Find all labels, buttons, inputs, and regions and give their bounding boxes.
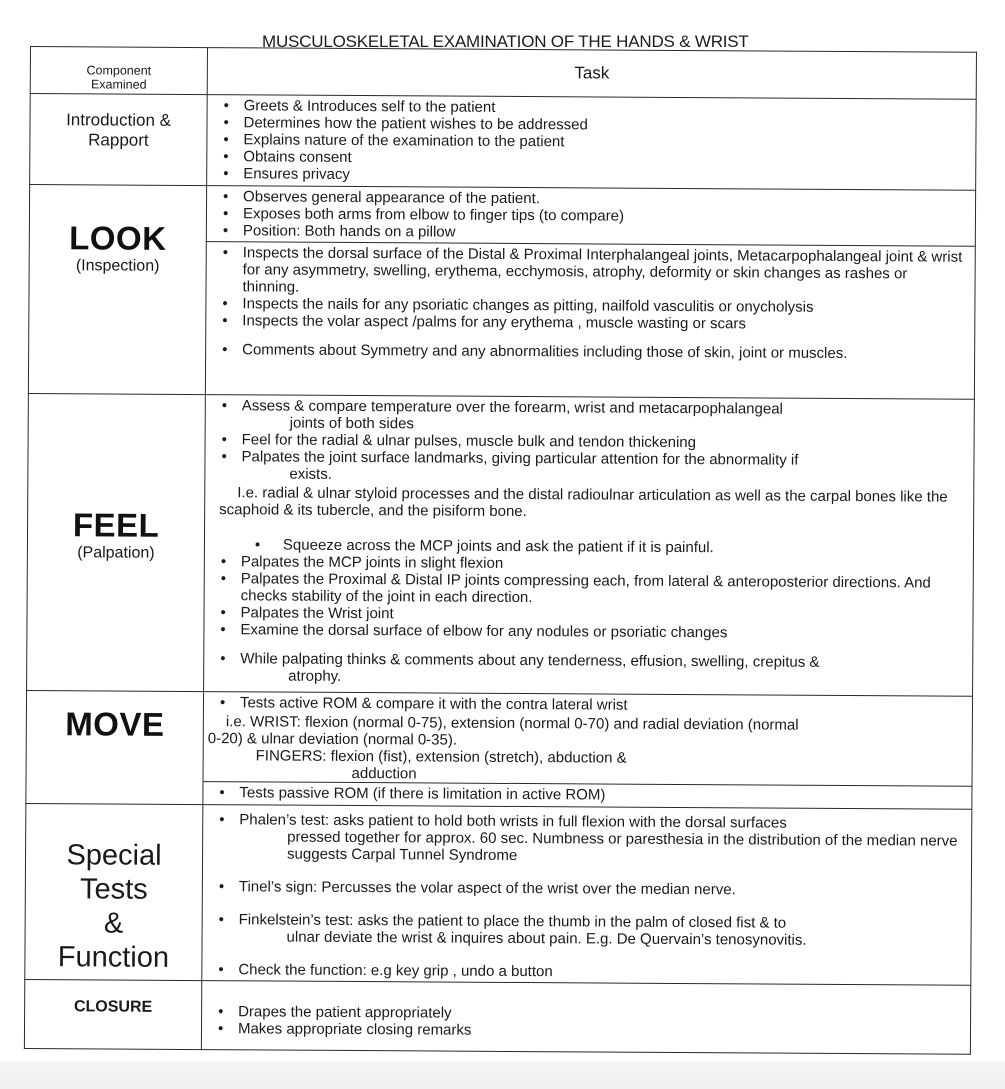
tasks-move-active xyxy=(203,692,973,787)
task-item xyxy=(218,650,964,689)
task-text-cont: joints of both sides xyxy=(289,414,415,433)
task-item: • Comments about Symmetry and any abnormalities including those of skin, joint or muscles. xyxy=(220,341,966,363)
task-text-cont: pressed together for approx. 60 sec. Numbness or paresthesia in the distribution of the median nerve suggests Carpal Tunnel Syndrome xyxy=(287,828,958,864)
task-item: • Palpates the Proximal & Distal IP joints compressing each, from lateral & anteroposterior directions. And checks stability of the joint in each direction. xyxy=(219,570,965,609)
exam-table xyxy=(24,46,977,1055)
task-text: While palpating thinks & comments about any tenderness, effusion, swelling, crepitus & xyxy=(240,650,820,671)
row-move-active xyxy=(26,690,973,786)
task-item xyxy=(219,448,965,487)
header-task: Task xyxy=(207,48,976,100)
task-text-cont: atrophy. xyxy=(288,667,342,685)
task-item: • Greets & Introduces self to the patient xyxy=(222,97,968,119)
task-function: • Check the function: e.g key grip , undo a button xyxy=(216,961,962,983)
row-special-tests xyxy=(25,803,972,985)
fingers-rom-note-cont: adduction xyxy=(351,764,417,783)
task-item: • Position: Both hands on a pillow xyxy=(221,222,967,244)
task-tinel: • Tinel’s sign: Percusses the volar aspect of the wrist over the median nerve. xyxy=(217,878,963,900)
component-closure xyxy=(24,979,201,1049)
component-label-line1: Introduction & xyxy=(66,110,172,130)
component-label-line4: Function xyxy=(57,941,170,974)
row-introduction xyxy=(30,94,977,191)
component-feel xyxy=(27,393,206,691)
task-note: I.e. radial & ulnar styloid processes and the distal radioulnar articulation as well as the carpal bones like the scaphoid & its tubercle, and the pisiform bone. xyxy=(219,484,948,521)
task-item: • Examine the dorsal surface of elbow for any nodules or psoriatic changes xyxy=(218,621,964,643)
task-item xyxy=(220,397,966,436)
component-label: LOOK xyxy=(69,219,167,257)
wrist-rom-note-cont: 0-20) & ulnar deviation (normal 0-35). xyxy=(207,730,458,749)
tasks-look-inspection xyxy=(205,242,975,400)
component-label: MOVE xyxy=(65,705,165,743)
component-look xyxy=(28,185,206,395)
task-item: • Makes appropriate closing remarks xyxy=(216,1020,962,1042)
task-text: Finkelstein’s test: asks the patient to place the thumb in the palm of closed fist & to xyxy=(238,911,787,932)
component-move xyxy=(26,690,204,804)
tasks-look-general xyxy=(206,186,975,247)
component-special-tests xyxy=(25,803,203,980)
tasks-introduction xyxy=(207,95,977,191)
component-subtitle: (Inspection) xyxy=(75,257,160,275)
header-row xyxy=(30,47,976,100)
task-item: • Tests active ROM & compare it with the contra lateral wrist xyxy=(218,694,964,716)
task-finkelstein xyxy=(217,911,963,950)
header-component xyxy=(30,47,207,95)
task-item: • Exposes both arms from elbow to finger tips (to compare) xyxy=(221,205,967,227)
task-text: Palpates the joint surface landmarks, giving particular attention for the abnormality if xyxy=(241,448,799,469)
task-item: • Ensures privacy xyxy=(221,165,967,187)
scan-margin xyxy=(0,1061,1005,1089)
exam-sheet xyxy=(24,46,976,1055)
row-feel xyxy=(27,393,975,696)
component-label: FEEL xyxy=(72,506,160,544)
component-label-line1: Special xyxy=(66,839,162,872)
task-item: • Palpates the MCP joints in slight flexion xyxy=(219,553,965,575)
task-text-cont: exists. xyxy=(289,465,332,483)
task-item: • Determines how the patient wishes to be addressed xyxy=(221,114,967,136)
document-title: MUSCULOSKELETAL EXAMINATION OF THE HANDS & WRIST xyxy=(262,32,749,51)
tasks-closure xyxy=(201,981,970,1055)
row-closure xyxy=(24,979,970,1054)
fingers-rom-note: FINGERS: flexion (fist), extension (stretch), abduction & xyxy=(255,747,627,767)
component-label: CLOSURE xyxy=(73,998,153,1016)
row-look-a xyxy=(29,185,975,247)
task-item: • Palpates the Wrist joint xyxy=(218,604,964,626)
task-text-cont: ulnar deviate the wrist & inquires about pain. E.g. De Quervain’s tenosynovitis. xyxy=(286,928,807,949)
tasks-feel xyxy=(204,395,975,697)
task-item: • Inspects the dorsal surface of the Distal & Proximal Interphalangeal joints, Metacarpophalangeal joint & wrist for any asymmetry, swelling, erythema, ecchymosis, atrophy, deformity or skin changes as rashes or thinning. xyxy=(220,244,966,300)
task-item: • Explains nature of the examination to the patient xyxy=(221,131,967,153)
task-phalen xyxy=(217,811,963,867)
component-label xyxy=(30,94,206,151)
component-subtitle: (Palpation) xyxy=(77,544,155,562)
task-item: • Observes general appearance of the patient. xyxy=(221,188,967,210)
header-component-line1: Component xyxy=(86,63,152,78)
task-item: • Inspects the volar aspect /palms for any erythema , muscle wasting or scars xyxy=(220,312,966,334)
component-label-line3: & xyxy=(103,907,124,940)
tasks-special-tests xyxy=(202,805,972,986)
component-label xyxy=(25,804,202,975)
component-label-line2: Rapport xyxy=(88,130,149,150)
task-item: • Tests passive ROM (if there is limitation in active ROM) xyxy=(217,784,963,806)
task-text: Phalen’s test: asks patient to hold both wrists in full flexion with the dorsal surfaces xyxy=(239,811,787,832)
task-item: • Obtains consent xyxy=(221,148,967,170)
task-item: • Drapes the patient appropriately xyxy=(216,1003,962,1025)
task-item: • Squeeze across the MCP joints and ask the patient if it is painful. xyxy=(219,536,965,558)
component-introduction xyxy=(30,94,208,186)
header-component-line2: Examined xyxy=(90,77,147,92)
component-label-line2: Tests xyxy=(79,873,148,906)
task-item: • Feel for the radial & ulnar pulses, muscle bulk and tendon thickening xyxy=(220,431,966,453)
wrist-rom-note: i.e. WRIST: flexion (normal 0-75), extension (normal 0-70) and radial deviation (normal xyxy=(225,713,799,734)
task-text: Assess & compare temperature over the forearm, wrist and metacarpophalangeal xyxy=(241,397,783,418)
task-item: • Inspects the nails for any psoriatic changes as pitting, nailfold vasculitis or onycholysis xyxy=(220,295,966,317)
